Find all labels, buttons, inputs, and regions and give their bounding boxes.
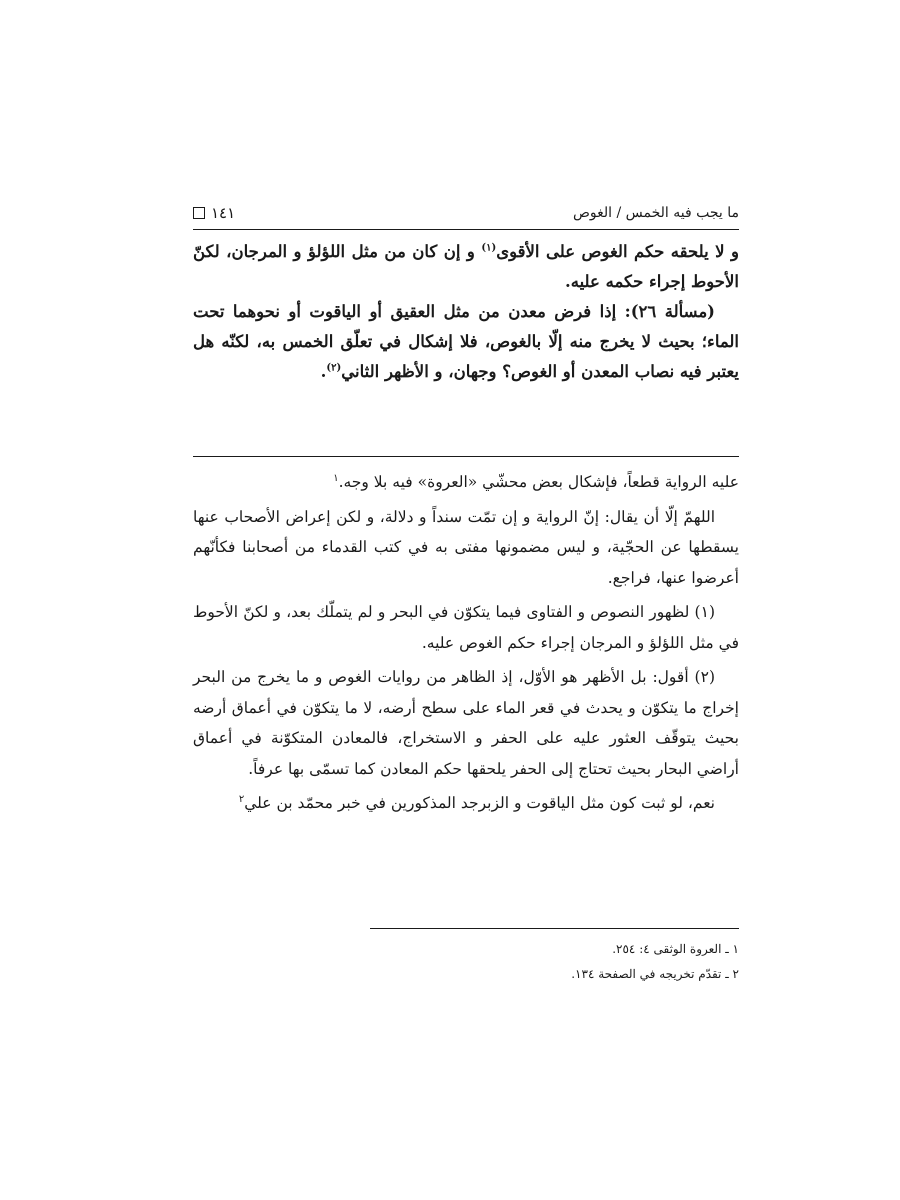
main-paragraph-text: و لا يلحقه حكم الغوص على الأقوى <box>496 242 739 261</box>
page-number <box>193 204 235 222</box>
commentary-paragraph: اللهمّ إلّا أن يقال: إنّ الرواية و إن تمّت سنداً و دلالة، و لكن إعراض الأصحاب عنها يسقطها عن الحجّية، و ليس مضمونها مفتى به في كتب القدماء من أصحابنا فكأنّهم أعرضوا عنها، فراجع. <box>193 507 739 587</box>
footnote: ٢ ـ تقدّم تخريجه في الصفحة ١٣٤. <box>571 967 739 981</box>
commentary-divider <box>193 456 739 457</box>
commentary-paragraph-text: عليه الرواية قطعاً، فإشكال بعض محشّي «العروة» فيه بلا وجه. <box>338 473 739 491</box>
commentary-text <box>193 467 739 823</box>
commentary-paragraph <box>193 467 739 498</box>
footnotes <box>193 937 739 987</box>
square-bullet-icon <box>193 207 205 219</box>
footnote: ١ ـ العروة الوثقى ٤: ٢٥٤. <box>612 942 739 956</box>
main-text <box>193 237 739 387</box>
chapter-title: ما يجب فيه الخمس / الغوص <box>572 205 739 221</box>
main-paragraph-text: (مسألة ٢٦): إذا فرض معدن من مثل العقيق أو الياقوت أو نحوهما تحت الماء؛ بحيث لا يخرج منه إلّا بالغوص، فلا إشكال في تعلّق الخمس به، لكنّه هل يعتبر فيه نصاب المعدن أو الغوص؟ وجهان، و الأظهر الثاني <box>193 302 739 381</box>
main-paragraph-text: . <box>320 362 327 381</box>
page-number-text: ١٤١ <box>211 204 236 222</box>
main-paragraph <box>193 237 739 297</box>
footnote-ref: (٢) <box>326 362 342 374</box>
footnote-ref: ١ <box>333 472 339 484</box>
commentary-paragraph: (٢) أقول: بل الأظهر هو الأوّل، إذ الظاهر من روايات الغوص و ما يخرج من البحر إخراج ما يتكوّن و يحدث في قعر الماء على سطح أرضه، لا ما يتكوّن في أعماق أرضه بحيث يتوقّف العثور عليه على الحفر و الاستخراج، فالمعادن المتكوّنة في أعماق أراضي البحار بحيث تحتاج إلى الحفر يلحقها حكم المعادن كما تسمّى بها عرفاً. <box>193 668 739 778</box>
header-rule <box>193 229 739 230</box>
main-paragraph <box>193 297 739 387</box>
running-header <box>193 201 739 227</box>
footnote-ref: (١) <box>481 242 497 254</box>
main-paragraph-text: و إن كان من مثل اللؤلؤ و المرجان، لكنّ الأحوط إجراء حكمه عليه. <box>193 242 739 291</box>
commentary-paragraph <box>193 788 739 819</box>
footnote-divider <box>370 928 739 929</box>
footnote-ref: ٢ <box>238 793 245 805</box>
commentary-paragraph-text: نعم، لو ثبت كون مثل الياقوت و الزبرجد المذكورين في خبر محمّد بن علي <box>244 794 715 812</box>
commentary-paragraph: (١) لظهور النصوص و الفتاوى فيما يتكوّن في البحر و لم يتملّك بعد، و لكنّ الأحوط في مثل اللؤلؤ و المرجان إجراء حكم الغوص عليه. <box>193 603 739 652</box>
